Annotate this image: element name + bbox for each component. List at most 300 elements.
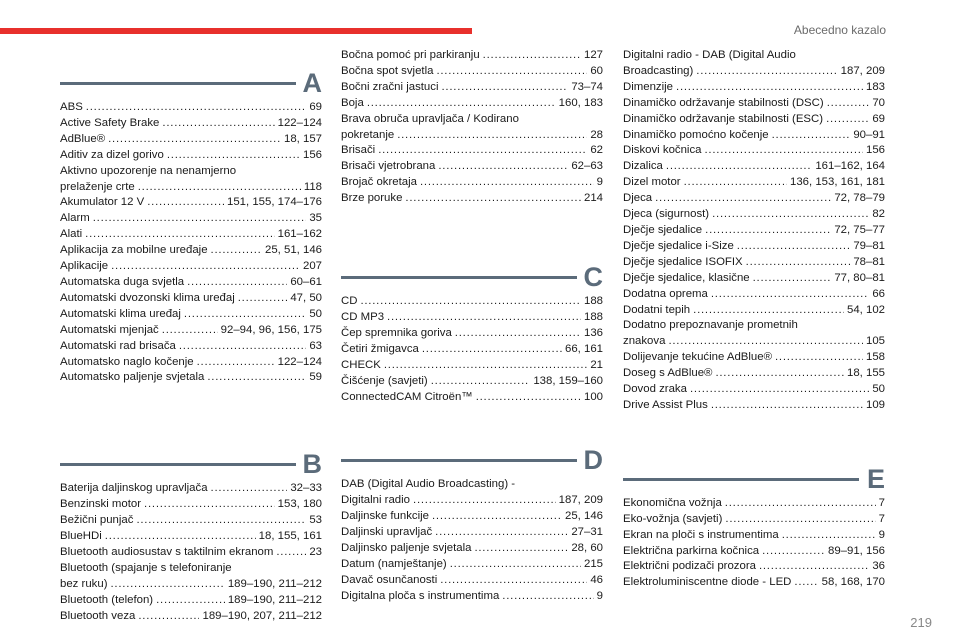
index-entry-pages: 59 (309, 371, 322, 384)
dot-leader (422, 342, 562, 358)
index-entry-pages: 62–63 (571, 160, 603, 173)
index-entry-term: Doseg s AdBlue® (623, 367, 713, 380)
index-entry[interactable] (341, 358, 603, 374)
index-entry-term: Dimenzije (623, 80, 674, 93)
index-entry-pages: 70 (872, 96, 885, 109)
dot-leader (207, 370, 306, 386)
page-number: 219 (910, 615, 932, 630)
index-entry[interactable] (623, 223, 885, 239)
index-entry[interactable] (60, 355, 322, 371)
dot-leader (476, 390, 581, 406)
index-entry-term: Dječje sjedalice, klasične (623, 271, 750, 284)
index-entry[interactable] (60, 497, 322, 513)
index-entry-term: Benzinski motor (60, 498, 142, 511)
index-entry[interactable] (60, 513, 322, 529)
dot-leader (696, 64, 837, 80)
index-entry-pages: 21 (590, 358, 603, 371)
index-entry[interactable] (623, 512, 885, 528)
index-entry[interactable] (341, 573, 603, 589)
index-entry-term: Automatski klima uređaj (60, 307, 181, 320)
index-entry-pages: 58, 168, 170 (821, 576, 885, 589)
index-entry-pages: 28 (590, 128, 603, 141)
index-entry[interactable] (60, 593, 322, 609)
index-entry-pages: 89–91, 156 (827, 544, 885, 557)
index-entry-pages: 187, 209 (840, 64, 885, 77)
index-entry-term: Dinamičko održavanje stabilnosti (ESC) (623, 112, 824, 125)
index-entry-pages: 189–190, 211–212 (227, 577, 322, 590)
index-entry[interactable] (341, 310, 603, 326)
section-letter: B (302, 449, 322, 480)
section-rule (341, 459, 577, 462)
dot-leader (86, 100, 307, 116)
section-rule (341, 276, 577, 279)
index-entry-term: CD (341, 295, 358, 308)
index-entry[interactable] (341, 589, 603, 605)
index-entry[interactable] (623, 64, 885, 80)
index-entry[interactable] (623, 255, 885, 271)
dot-leader (378, 143, 587, 159)
index-entry[interactable] (60, 545, 322, 561)
index-entry-list (60, 100, 322, 386)
index-entry-pages: 82 (872, 208, 885, 221)
index-entry[interactable] (623, 398, 885, 414)
index-entry-term: Automatska duga svjetla (60, 275, 185, 288)
index-entry-pages: 66 (872, 287, 885, 300)
dot-leader (276, 545, 306, 561)
index-entry-term: Active Safety Brake (60, 116, 160, 129)
index-entry-pages: 92–94, 96, 156, 175 (220, 323, 322, 336)
index-entry-term: Ekonomična vožnja (623, 496, 722, 509)
dot-leader (431, 374, 531, 390)
index-entry-pages: 214 (583, 192, 603, 205)
index-entry[interactable] (60, 609, 322, 625)
index-entry-term: Aplikacija za mobilne uređaje (60, 244, 208, 257)
index-entry-pages: 156 (865, 144, 885, 157)
section-letter: A (302, 68, 322, 98)
index-entry-pages: 127 (583, 49, 603, 61)
index-entry-pages: 189–190, 207, 211–212 (202, 609, 322, 622)
index-entry-term: prelaženje crte (60, 180, 135, 193)
section-header (341, 258, 603, 293)
index-entry-term: Daljinske funkcije (341, 510, 429, 523)
index-entry-pages: 109 (865, 398, 885, 411)
dot-leader (138, 609, 199, 625)
index-entry-term: Električna parkirna kočnica (623, 544, 760, 557)
header-accent-bar (0, 28, 472, 34)
dot-leader (684, 175, 787, 191)
index-entry[interactable] (341, 143, 603, 159)
index-entry-term: Automatski dvozonski klima uređaj (60, 291, 235, 304)
dot-leader (711, 398, 863, 414)
section-letter: E (866, 463, 885, 494)
index-entry-first-line: DAB (Digital Audio Broadcasting) - (341, 478, 516, 491)
dot-leader (759, 559, 869, 575)
index-entry[interactable] (60, 481, 322, 497)
index-entry-pages: 188 (583, 310, 603, 323)
dot-leader (725, 496, 876, 512)
index-entry-term: Bočna spot svjetla (341, 64, 434, 77)
dot-leader (387, 310, 581, 326)
section-spacer (623, 414, 885, 444)
dot-leader (705, 223, 831, 239)
dot-leader (782, 528, 876, 544)
dot-leader (668, 334, 863, 350)
index-entry[interactable] (623, 112, 885, 128)
index-entry[interactable] (341, 541, 603, 557)
dot-leader (93, 211, 307, 227)
index-entry-list (341, 48, 603, 207)
index-entry[interactable] (60, 132, 322, 148)
dot-leader (147, 195, 224, 211)
index-entry-pages: 18, 157 (283, 132, 322, 145)
index-entry[interactable] (60, 307, 322, 323)
index-column-3 (623, 48, 885, 591)
dot-leader (440, 573, 587, 589)
index-entry-pages: 151, 155, 174–176 (226, 196, 322, 209)
index-entry-term: Dječje sjedalice (623, 223, 703, 236)
index-entry-pages: 188 (583, 295, 603, 308)
index-entry-term: Bočna pomoć pri parkiranju (341, 49, 480, 61)
dot-leader (156, 593, 225, 609)
dot-leader (502, 589, 593, 605)
dot-leader (666, 159, 812, 175)
index-entry-pages: 63 (309, 339, 322, 352)
index-entry[interactable] (341, 175, 603, 191)
index-entry[interactable] (60, 529, 322, 545)
index-entry-first-line: Bluetooth (spajanje s telefoniranje (60, 561, 232, 574)
index-entry-term: CD MP3 (341, 310, 385, 323)
index-entry-pages: 187, 209 (558, 494, 603, 507)
section-header (341, 441, 603, 476)
index-entry-pages: 60 (590, 64, 603, 77)
index-entry-term: Aplikacije (60, 260, 109, 273)
index-entry-pages: 18, 155 (846, 367, 885, 380)
dot-leader (105, 529, 256, 545)
index-entry-pages: 69 (309, 101, 322, 113)
dot-leader (432, 509, 562, 525)
index-entry[interactable] (341, 96, 603, 112)
dot-leader (110, 577, 224, 593)
index-entry[interactable] (623, 271, 885, 287)
index-entry[interactable] (623, 528, 885, 544)
index-entry-term: Dizalica (623, 160, 663, 173)
section-continued (341, 48, 603, 207)
index-entry[interactable] (623, 496, 885, 512)
index-entry-term: Dječje sjedalice ISOFIX (623, 255, 743, 268)
index-entry-term: Automatsko naglo kočenje (60, 355, 194, 368)
index-entry-term: Bočni zračni jastuci (341, 80, 439, 93)
index-entry-pages: 79–81 (853, 239, 885, 252)
index-column-2 (341, 48, 603, 605)
dot-leader (442, 80, 569, 96)
dot-leader (405, 191, 581, 207)
index-entry-term: Davač osunčanosti (341, 573, 438, 586)
index-entry[interactable] (60, 148, 322, 164)
index-entry-pages: 7 (878, 512, 885, 525)
section-header (60, 64, 322, 98)
index-entry-pages: 69 (872, 112, 885, 125)
index-entry-term: Broadcasting) (623, 64, 694, 77)
index-entry-pages: 161–162, 164 (815, 160, 885, 173)
index-entry[interactable] (60, 100, 322, 116)
index-entry-term: Brojač okretaja (341, 176, 417, 189)
dot-leader (711, 287, 869, 303)
index-entry-pages: 25, 51, 146 (264, 244, 322, 257)
index-entry[interactable] (623, 303, 885, 319)
index-entry-list (341, 294, 603, 405)
index-column-1 (60, 48, 322, 624)
dot-leader (737, 239, 851, 255)
section-spacer (341, 207, 603, 242)
index-entry[interactable] (341, 509, 603, 525)
index-entry-pages: 60–61 (290, 275, 322, 288)
section-d (341, 405, 603, 604)
section-letter: C (583, 262, 603, 293)
index-entry[interactable] (60, 243, 322, 259)
index-entry-pages: 90–91 (853, 128, 885, 141)
index-entry-term: Alarm (60, 212, 90, 225)
index-entry-term: Dolijevanje tekućine AdBlue® (623, 351, 772, 364)
index-entry[interactable] (623, 128, 885, 144)
index-entry[interactable] (60, 259, 322, 275)
section-rule (623, 478, 859, 481)
index-entry-term: ConnectedCAM Citroën™ (341, 390, 473, 403)
index-entry-list (623, 48, 885, 414)
index-entry-first-line: Digitalni radio - DAB (Digital Audio (623, 49, 796, 61)
dot-leader (655, 191, 831, 207)
index-entry-term: AdBlue® (60, 132, 106, 145)
index-entry-term: Dovod zraka (623, 383, 687, 396)
index-entry-pages: 189–190, 211–212 (227, 593, 322, 606)
dot-leader (384, 358, 587, 374)
dot-leader (725, 512, 875, 528)
index-entry-pages: 46 (590, 573, 603, 586)
index-entry-pages: 47, 50 (290, 291, 322, 304)
index-entry-list (60, 481, 322, 624)
index-entry[interactable] (623, 382, 885, 398)
index-entry[interactable] (623, 575, 885, 591)
dot-leader (162, 116, 274, 132)
dot-leader (436, 64, 587, 80)
index-entry-list (341, 477, 603, 604)
index-entry-term: CHECK (341, 358, 381, 371)
index-entry-term: Čep spremnika goriva (341, 326, 452, 339)
index-entry-term: Digitalna ploča s instrumentima (341, 589, 500, 602)
dot-leader (826, 112, 869, 128)
index-entry[interactable] (341, 390, 603, 406)
index-entry[interactable] (60, 339, 322, 355)
dot-leader (167, 148, 300, 164)
section-continued (623, 48, 885, 414)
index-entry[interactable] (341, 159, 603, 175)
index-entry-pages: 72, 78–79 (834, 192, 885, 205)
index-entry[interactable] (623, 191, 885, 207)
dot-leader (693, 303, 844, 319)
index-entry[interactable] (341, 326, 603, 342)
index-entry-term: pokretanje (341, 128, 395, 141)
index-entry-pages: 53 (309, 514, 322, 527)
dot-leader (238, 291, 288, 307)
section-header (60, 445, 322, 480)
dot-leader (138, 180, 301, 196)
index-entry-term: Djeca (sigurnost) (623, 208, 710, 221)
index-entry[interactable] (623, 159, 885, 175)
dot-leader (367, 96, 556, 112)
index-entry[interactable] (341, 48, 603, 64)
dot-leader (772, 128, 851, 144)
index-entry-term: BlueHDi (60, 530, 102, 543)
index-entry[interactable] (60, 227, 322, 243)
index-entry[interactable] (623, 287, 885, 303)
dot-leader (474, 541, 568, 557)
index-entry[interactable] (623, 334, 885, 350)
index-entry-term: Baterija daljinskog upravljača (60, 482, 208, 495)
dot-leader (455, 326, 581, 342)
index-entry-first-line: Dodatno prepoznavanje prometnih (623, 319, 798, 332)
index-entry-pages: 73–74 (571, 80, 603, 93)
index-entry-pages: 72, 75–77 (834, 223, 885, 236)
index-entry-pages: 36 (872, 560, 885, 573)
index-entry-term: ABS (60, 101, 83, 113)
dot-leader (162, 323, 218, 339)
section-rule (60, 82, 296, 85)
dot-leader (108, 132, 281, 148)
index-entry[interactable] (341, 493, 603, 509)
index-entry[interactable] (341, 128, 603, 144)
index-entry-pages: 158 (865, 351, 885, 364)
dot-leader (715, 366, 844, 382)
index-entry-term: Automatsko paljenje svjetala (60, 371, 205, 384)
index-entry[interactable] (341, 191, 603, 207)
index-entry[interactable] (60, 195, 322, 211)
index-entry-term: Ekran na ploči s instrumentima (623, 528, 779, 541)
index-entry-pages: 207 (302, 260, 322, 273)
section-letter: D (583, 445, 603, 476)
index-entry-pages: 62 (590, 144, 603, 157)
index-entry[interactable] (623, 175, 885, 191)
index-entry[interactable] (623, 96, 885, 112)
index-entry-pages: 153, 180 (277, 498, 322, 511)
index-entry[interactable] (341, 294, 603, 310)
index-entry[interactable] (60, 180, 322, 196)
index-entry[interactable] (60, 370, 322, 386)
dot-leader (827, 96, 870, 112)
index-entry-term: Dječje sjedalice i-Size (623, 239, 734, 252)
index-entry-term: Dodatna oprema (623, 287, 708, 300)
index-entry[interactable] (623, 239, 885, 255)
index-entry[interactable] (341, 525, 603, 541)
index-entry-pages: 122–124 (277, 116, 322, 129)
index-entry-term: Alati (60, 228, 83, 241)
index-entry[interactable] (623, 80, 885, 96)
dot-leader (420, 175, 594, 191)
index-entry[interactable] (60, 577, 322, 593)
index-entry-pages: 66, 161 (564, 342, 603, 355)
dot-leader (85, 227, 274, 243)
section-b (60, 386, 322, 624)
index-entry[interactable] (341, 80, 603, 96)
index-entry-pages: 9 (596, 589, 603, 602)
index-entry[interactable] (60, 275, 322, 291)
index-entry-term: Brisači vjetrobrana (341, 160, 436, 173)
section-c (341, 207, 603, 405)
index-entry-pages: 9 (878, 528, 885, 541)
index-entry-term: Četiri žmigavca (341, 342, 419, 355)
index-entry[interactable] (623, 366, 885, 382)
index-entry[interactable] (623, 143, 885, 159)
dot-leader (746, 255, 851, 271)
index-entry-pages: 215 (583, 557, 603, 570)
index-entry-term: Drive Assist Plus (623, 398, 708, 411)
index-entry-term: bez ruku) (60, 577, 108, 590)
index-entry-term: Brisači (341, 144, 376, 157)
dot-leader (705, 143, 863, 159)
index-entry-term: Dinamičko održavanje stabilnosti (DSC) (623, 96, 824, 109)
dot-leader (179, 339, 306, 355)
index-entry[interactable] (60, 323, 322, 339)
dot-leader (762, 544, 825, 560)
index-entry-pages: 78–81 (853, 255, 885, 268)
section-rule (60, 463, 296, 466)
index-entry-term: Daljinski upravljač (341, 526, 433, 539)
index-entry-term: Daljinsko paljenje svjetala (341, 542, 472, 555)
index-entry-pages: 35 (309, 212, 322, 225)
index-entry-term: Djeca (623, 192, 653, 205)
dot-leader (184, 307, 306, 323)
index-entry-pages: 28, 60 (571, 542, 603, 555)
index-entry-term: znakova (623, 335, 666, 348)
index-entry-list (623, 496, 885, 591)
index-entry[interactable] (341, 342, 603, 358)
header-title: Abecedno kazalo (793, 23, 886, 37)
index-entry[interactable] (341, 374, 603, 390)
dot-leader (690, 382, 869, 398)
section-header (623, 460, 885, 494)
dot-leader (753, 271, 832, 287)
dot-leader (211, 243, 262, 259)
index-entry[interactable] (60, 211, 322, 227)
index-entry[interactable] (623, 207, 885, 223)
index-entry-term: Dizel motor (623, 176, 681, 189)
index-entry[interactable] (623, 559, 885, 575)
section-e (623, 414, 885, 591)
index-entry[interactable] (341, 64, 603, 80)
dot-leader (676, 80, 863, 96)
index-entry-term: Automatski rad brisača (60, 339, 176, 352)
index-entry-term: Boja (341, 96, 364, 109)
index-entry-pages: 9 (596, 176, 603, 189)
dot-leader (794, 575, 818, 591)
index-entry-term: Eko-vožnja (savjeti) (623, 512, 723, 525)
section-spacer (341, 405, 603, 425)
dot-leader (136, 513, 306, 529)
index-entry[interactable] (341, 557, 603, 573)
dot-leader (483, 48, 581, 64)
index-entry[interactable] (60, 116, 322, 132)
index-entry[interactable] (60, 291, 322, 307)
index-entry[interactable] (623, 544, 885, 560)
index-entry-term: Bluetooth audiosustav s taktilnim ekranom (60, 545, 274, 558)
index-entry-term: Elektroluminiscentne diode - LED (623, 576, 792, 589)
dot-leader (438, 159, 568, 175)
index-entry-pages: 183 (865, 80, 885, 93)
dot-leader (775, 350, 863, 366)
index-entry-pages: 105 (865, 335, 885, 348)
section-a (60, 64, 322, 386)
index-entry[interactable] (623, 350, 885, 366)
index-entry-pages: 136 (583, 326, 603, 339)
index-entry-term: Bluetooth veza (60, 609, 136, 622)
